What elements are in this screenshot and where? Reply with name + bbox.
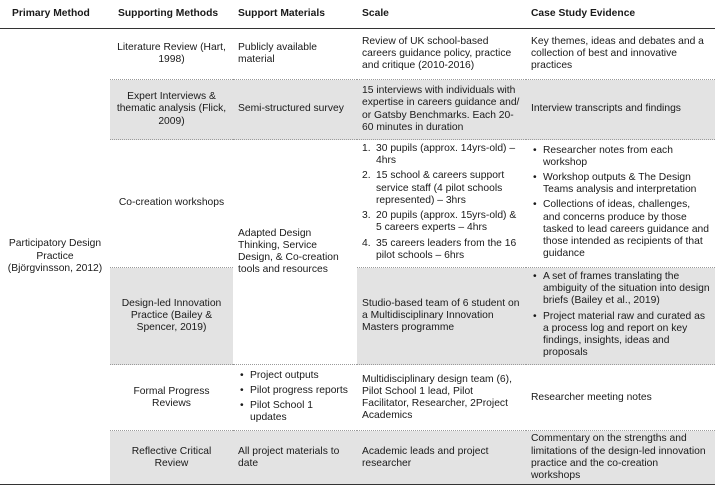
- materials-list: [238, 370, 352, 425]
- supporting-method: Expert Interviews & thematic analysis (Flick, 2009): [110, 80, 233, 140]
- scale-cell: 15 interviews with individuals with expertise in careers guidance and/ or Gatsby Benchmarks. Each 20-60 minutes in duration: [357, 80, 526, 140]
- support-material: Adapted Design Thinking, Service Design, & Co-creation tools and resources: [233, 140, 357, 365]
- list-item: • Project outputs: [238, 370, 352, 382]
- list-item: • Collections of ideas, challenges, and concerns produce by those tasked to lead careers guidance and those intended as recipients of that guidance: [531, 199, 710, 260]
- header-case-study-evidence: Case Study Evidence: [526, 0, 715, 29]
- primary-method-cell: Participatory Design Practice (Björgvinsson, 2012): [0, 29, 110, 485]
- evidence-list: [531, 271, 710, 359]
- supporting-method: Reflective Critical Review: [110, 431, 233, 485]
- scale-cell: Academic leads and project researcher: [357, 431, 526, 485]
- evidence-list: [531, 145, 710, 261]
- scale-cell: Multidisciplinary design team (6), Pilot School 1 lead, Pilot Facilitator, Researcher, 2Project Academics: [357, 365, 526, 431]
- list-item: 3. 20 pupils (approx. 15yrs-old) & 5 careers experts – 4hrs: [362, 210, 517, 234]
- support-material: Publicly available material: [233, 29, 357, 80]
- supporting-method: Design-led Innovation Practice (Bailey & Spencer, 2019): [110, 268, 233, 365]
- list-item: • Pilot School 1 updates: [238, 400, 352, 424]
- support-material: All project materials to date: [233, 431, 357, 485]
- header-support-materials: Support Materials: [233, 0, 357, 29]
- evidence-cell: Key themes, ideas and debates and a collection of best and innovative practices: [526, 29, 715, 80]
- list-item: • Pilot progress reports: [238, 385, 352, 397]
- scale-list: [362, 143, 521, 262]
- header-primary-method: Primary Method: [0, 0, 110, 29]
- supporting-method: Literature Review (Hart, 1998): [110, 29, 233, 80]
- list-item: • Project material raw and curated as a process log and report on key findings, insights, ideas and proposals: [531, 311, 710, 360]
- scale-cell: [357, 140, 526, 268]
- header-row: [0, 0, 715, 29]
- list-item: • Researcher notes from each workshop: [531, 145, 710, 169]
- evidence-cell: Researcher meeting notes: [526, 365, 715, 431]
- scale-cell: Studio-based team of 6 student on a Multidisciplinary Innovation Masters programme: [357, 268, 526, 365]
- list-item: 4. 35 careers leaders from the 16 pilot schools – 6hrs: [362, 237, 517, 261]
- support-material: [233, 365, 357, 431]
- header-scale: Scale: [357, 0, 526, 29]
- support-material: Semi-structured survey: [233, 80, 357, 140]
- evidence-cell: Commentary on the strengths and limitations of the design-led innovation practice and the co-creation workshops: [526, 431, 715, 485]
- list-item: 2. 15 school & careers support service staff (4 pilot schools represented) – 3hrs: [362, 170, 505, 206]
- header-supporting-methods: Supporting Methods: [110, 0, 233, 29]
- evidence-cell: [526, 140, 715, 268]
- supporting-method: Co-creation workshops: [110, 140, 233, 268]
- list-item: 1. 30 pupils (approx. 14yrs-old) – 4hrs: [362, 143, 516, 167]
- evidence-cell: Interview transcripts and findings: [526, 80, 715, 140]
- evidence-cell: [526, 268, 715, 365]
- supporting-method: Formal Progress Reviews: [110, 365, 233, 431]
- list-item: • A set of frames translating the ambiguity of the situation into design briefs (Bailey et al., 2019): [531, 271, 710, 308]
- list-item: • Workshop outputs & The Design Teams analysis and interpretation: [531, 172, 710, 196]
- table-row: [0, 29, 715, 80]
- scale-cell: Review of UK school-based careers guidance policy, practice and critique (2010-2016): [357, 29, 526, 80]
